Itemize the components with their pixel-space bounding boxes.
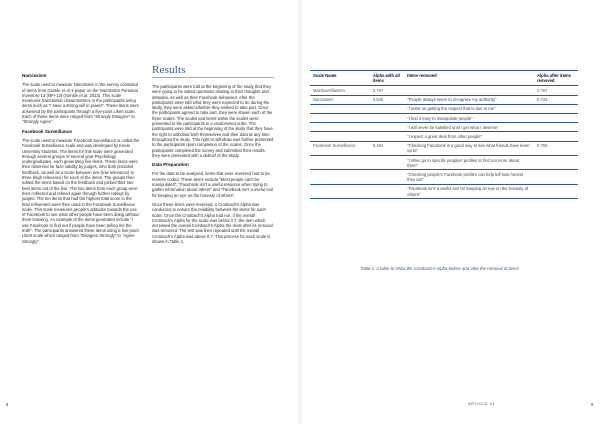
cell-item: "Checking people's Facebook profiles can help tell how honest they are" [404,170,534,184]
results-paragraph-2: For the data to be analysed, items that were reversed had to be reverse coded. These items include "Most people can't be manipulated", "Facebook isn't a useful resource when trying to gather information about others" and "Facebook isn't a useful tool for keeping an eye on the honesty of others". [152,171,274,198]
table-row [310,141,578,155]
header-alpha-all: Alpha with all items [370,71,404,86]
right-page-number: 9 [591,402,594,407]
results-title: Results [152,64,274,78]
header-items-removed: Items removed [404,71,534,86]
cell-alpha-after [534,123,578,132]
header-alpha-after: Alpha after items removed [534,71,578,86]
cell-alpha-all [370,114,404,123]
data-preparation-heading: Data Preparation [152,162,189,168]
table-row [310,86,578,95]
cell-scale [310,104,370,113]
table-caption: Table 1: A table to show the Cronbach's Alpha before and after the removal of items [360,266,519,271]
cell-scale [310,123,370,132]
cell-alpha-after [534,104,578,113]
cell-alpha-after [534,132,578,141]
cell-alpha-all: 0.464 [370,141,404,155]
table-row [310,104,578,113]
results-column [152,84,274,247]
table-row [310,95,578,104]
cell-scale [310,156,370,170]
results-paragraph-1: The participants were told at the beginning of the study that they were going to be asked questions relating to their thoughts and attitudes, as well as their Facebook behaviour. After the participants were told what they were expected to do during the study, they were asked whether they wished to take part. Once the participants agreed to take part, they were shown each of the three scales. The scales and items within the scales were presented to the participants in a randomised order. The participants were told at the beginning of the study that they have the right to withdraw both themselves and their data at any time throughout the study. This right to withdraw was further presented to the participants upon completion of the scales. Once the participants completed the survey and submitted their results, they were presented with a debrief of the study. [152,84,274,158]
table-row [310,123,578,132]
left-page-number: 8 [6,402,9,407]
left-page [0,0,298,424]
cell-scale: Facebook Surveillance [310,141,370,155]
facebook-surveillance-heading: Facebook Surveillance [22,128,72,134]
cell-alpha-all: 0.645 [370,95,404,104]
cell-alpha-all [370,104,404,113]
cell-item: "Facebook isn't a useful tool for keeping an eye on the honesty of others" [404,184,534,198]
cell-scale [310,184,370,198]
table-row [310,132,578,141]
narcissism-text: The scale used to measure Narcissism in the survey consisted of items from Gentile et al.'s paper on the Narcissism Personal Inventory-13 (NPI-13) (Gentile et al. 2013). This scale measures Narcissistic characteristics in the participants using items such as "I have a strong will to power". These items were answered by the participants through a five-point Likert scale. Each of these items were ranged from "Strongly Disagree" to "Strongly Agree". [22,82,139,125]
table-row [310,156,578,170]
right-page [302,0,600,424]
cell-alpha-all [370,132,404,141]
cell-alpha-after [534,114,578,123]
running-head: ARTICLE #1 [468,402,496,406]
cell-scale: Narcissism [310,95,370,104]
left-column [22,73,140,247]
header-scale-name: Scale Name [310,71,370,86]
cell-item: "People always seem to recognise my authority" [404,95,534,104]
cell-alpha-after [534,156,578,170]
cell-item: "I often go to specific peoples' profiles to find out more about them" [404,156,534,170]
cell-item: "I expect a great deal from other people" [404,132,534,141]
table-header-row [310,71,578,86]
cell-alpha-all [370,156,404,170]
cell-alpha-all [370,170,404,184]
cell-item: "I will never be satisfied until I get what I deserve" [404,123,534,132]
cell-item: "Checking Facebook is a good way to see what friends have been up to" [404,141,534,155]
cell-alpha-after: 0.759 [534,141,578,155]
narcissism-heading: Narcissism [22,73,47,78]
cell-alpha-all: 0.757 [370,86,404,95]
cell-item: "I insist on getting the respect that is due to me" [404,104,534,113]
cell-alpha-after [534,184,578,198]
cell-scale [310,132,370,141]
table-row [310,114,578,123]
cronbach-table [310,70,578,199]
cell-alpha-after: 0.757 [534,86,578,95]
cell-alpha-all [370,123,404,132]
cell-scale [310,114,370,123]
facebook-surveillance-text: The scale used to measure Facebook Surveillance is called the Facebook Surveillance scale and was developed by Keele University students. The items for this scale were generated through several groups of second year Psychology undergraduates, each generating five items. These items were then observed for face validity by judges, who both provided feedback, as well as a score between one (low relevance) to three (high relevance) for each of the items. The groups then edited the items based on the feedback and picked their two best items out of the five. The two items from each group were then collected and refined again through further ratings by judges. The ten items that had the highest total score in the final refinement were then used in the Facebook Surveillance scale. This scale measures people's attitudes towards the use of Facebook to see what other people have been doing without them knowing. An example of the items generated include "I use Facebook to find out if people have been telling me the truth". The participants answered these items using a five-point Likert scale which ranged from "Disagree Strongly" to "Agree Strongly". [22,137,140,244]
cell-item [404,86,534,95]
results-paragraph-3: Once these items were reversed, a Cronbach's Alpha was conducted to ensure the reliability between the items for each scale. Once the Cronbach's Alpha had run, if the overall Cronbach's Alpha for the scale was below 0.7, the item which increased the overall Cronbach's Alpha the most after its removal was removed. The test was then repeated until the overall Cronbach's Alpha was above 0.7. This process for each scale is shown in Table 1. [152,201,273,245]
cell-alpha-after [534,170,578,184]
table-row [310,170,578,184]
cell-scale: Machiavellianism [310,86,370,95]
cell-item: "I find it easy to manipulate people" [404,114,534,123]
cell-alpha-all [370,184,404,198]
cell-scale [310,170,370,184]
table-row [310,184,578,198]
cell-alpha-after: 0.733 [534,95,578,104]
